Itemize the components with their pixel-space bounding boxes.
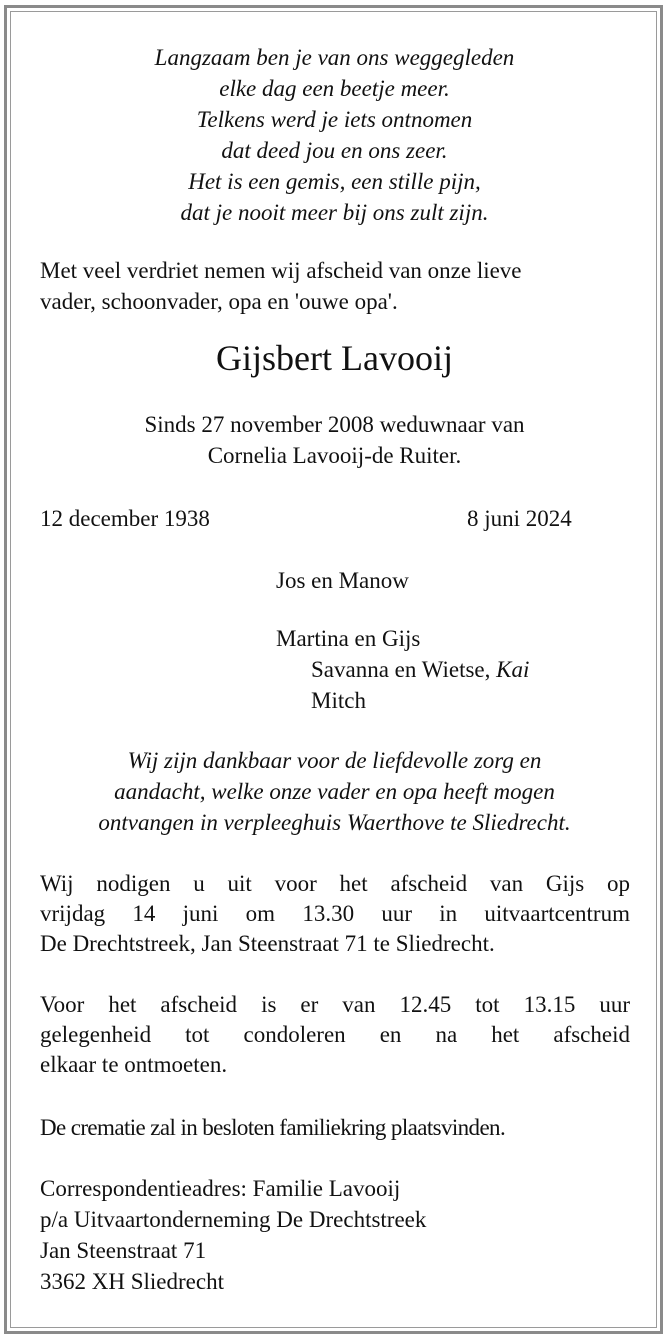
cremation-text: De crematie zal in besloten familiekring plaatsvinden. bbox=[40, 1115, 506, 1140]
family-great-grandchild: Kai bbox=[496, 657, 530, 682]
invitation-line: De Drechtstreek, Jan Steenstraat 71 te Sliedrecht. bbox=[40, 931, 495, 956]
intro-line: Met veel verdriet nemen wij afscheid van onze lieve bbox=[40, 258, 522, 283]
condolence-line: Voor het afscheid is er van 12.45 tot 13.15 uur bbox=[40, 992, 630, 1017]
family-line: Mitch bbox=[311, 688, 366, 713]
thanks-line: aandacht, welke onze vader en opa heeft mogen bbox=[114, 779, 555, 804]
condolence-line: elkaar te ontmoeten. bbox=[40, 1052, 228, 1077]
death-date: 8 juni 2024 bbox=[467, 506, 572, 531]
address-line: Jan Steenstraat 71 bbox=[40, 1238, 207, 1263]
widower-line: Cornelia Lavooij-de Ruiter. bbox=[207, 443, 462, 468]
family-grandchild: Savanna en Wietse, bbox=[311, 657, 497, 682]
poem-line: Langzaam ben je van ons weggegleden bbox=[154, 45, 515, 70]
condolence-text bbox=[40, 990, 630, 1080]
address-line: Correspondentieadres: Familie Lavooij bbox=[40, 1176, 401, 1201]
poem-line: dat deed jou en ons zeer. bbox=[221, 138, 448, 163]
poem-line: dat je nooit meer bij ons zult zijn. bbox=[180, 200, 489, 225]
family-line bbox=[311, 655, 529, 685]
intro-line: vader, schoonvader, opa en 'ouwe opa'. bbox=[40, 289, 398, 314]
poem-line: Het is een gemis, een stille pijn, bbox=[188, 169, 481, 194]
family-line: Jos en Manow bbox=[276, 568, 409, 593]
thanks-line: ontvangen in verpleeghuis Waerthove te Sliedrecht. bbox=[98, 810, 571, 835]
poem-line: Telkens werd je iets ontnomen bbox=[196, 107, 473, 132]
thanks-line: Wij zijn dankbaar voor de liefdevolle zorg en bbox=[127, 748, 542, 773]
widower-line: Sinds 27 november 2008 weduwnaar van bbox=[144, 412, 525, 437]
address-line: p/a Uitvaartonderneming De Drechtstreek bbox=[40, 1207, 427, 1232]
invitation-line: vrijdag 14 juni om 13.30 uur in uitvaartcentrum bbox=[40, 901, 630, 926]
address-line: 3362 XH Sliedrecht bbox=[40, 1269, 224, 1294]
condolence-line: gelegenheid tot condoleren en na het afscheid bbox=[40, 1022, 630, 1047]
invitation-line: Wij nodigen u uit voor het afscheid van Gijs op bbox=[40, 871, 630, 896]
family-line: Martina en Gijs bbox=[276, 626, 421, 651]
poem-line: elke dag een beetje meer. bbox=[219, 76, 450, 101]
birth-date: 12 december 1938 bbox=[40, 506, 210, 531]
deceased-name: Gijsbert Lavooij bbox=[216, 338, 453, 378]
invitation-text bbox=[40, 869, 630, 959]
